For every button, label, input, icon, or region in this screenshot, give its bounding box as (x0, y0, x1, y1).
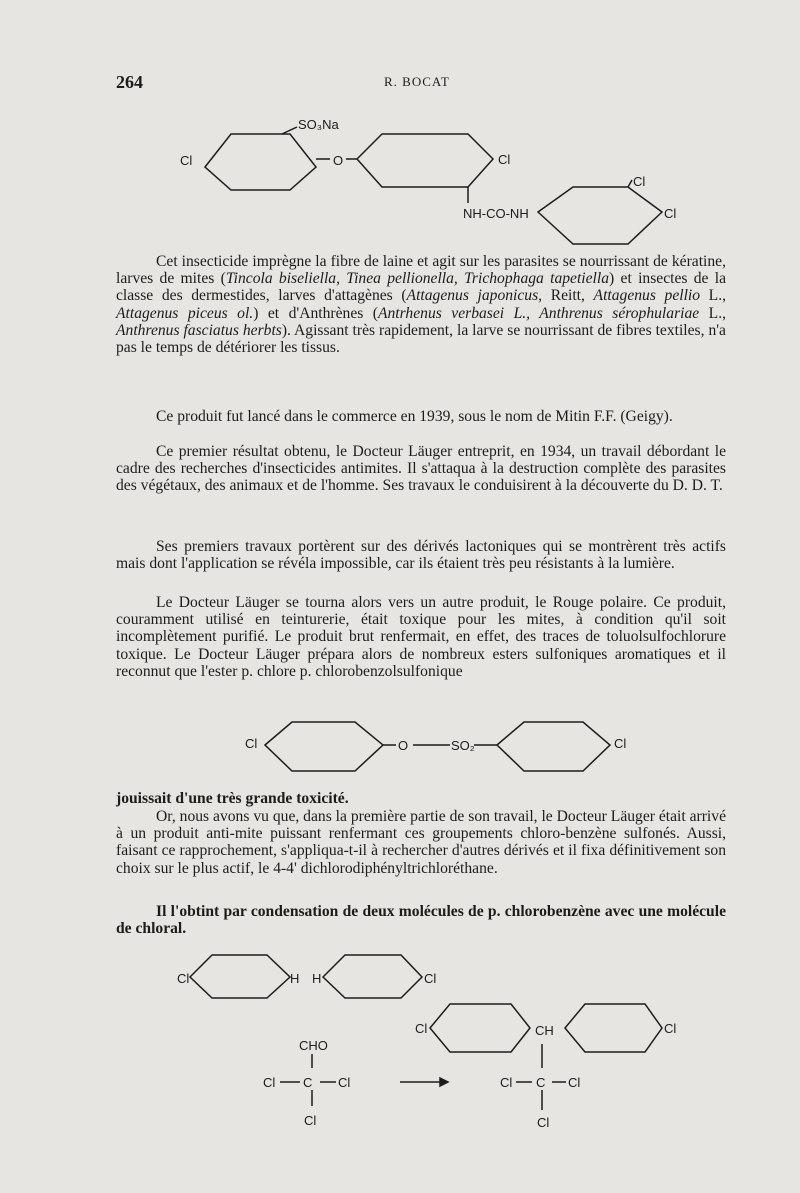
cl-label: Cl (498, 152, 511, 167)
so3na-label: SO₃Na (298, 117, 339, 132)
aldehyde-label: CHO (299, 1038, 328, 1053)
page-number: 264 (116, 72, 143, 92)
cl-label: Cl (304, 1113, 317, 1128)
benzene-ring (430, 1004, 530, 1052)
cl-label: Cl (245, 736, 258, 751)
running-head: R. BOCAT (384, 74, 450, 89)
oxygen-label: O (398, 738, 409, 753)
carbon-label: C (536, 1075, 546, 1090)
hydrogen-label: H (312, 971, 322, 986)
cl-label: Cl (263, 1075, 276, 1090)
paragraph-7: Il l'obtint par condensation de deux molécules de p. chlorobenzène avec une molécule de chloral. (116, 903, 726, 938)
cl-label: Cl (424, 971, 437, 986)
so2-label: SO₂ (451, 738, 475, 753)
benzene-ring (323, 955, 422, 998)
carbon-label: C (303, 1075, 313, 1090)
cl-label: Cl (415, 1021, 428, 1036)
cl-label: Cl (664, 206, 677, 221)
cl-label: Cl (180, 153, 193, 168)
arrow-head (440, 1078, 448, 1086)
benzene-ring (565, 1004, 662, 1052)
paragraph-6-lead: jouissait d'une très grande toxicité. (116, 790, 349, 807)
cl-label: Cl (177, 971, 190, 986)
cl-label: Cl (664, 1021, 677, 1036)
cl-label: Cl (633, 174, 646, 189)
cl-label: Cl (338, 1075, 351, 1090)
cl-label: Cl (568, 1075, 581, 1090)
paragraph-2: Ce produit fut lancé dans le commerce en 1939, sous le nom de Mitin F.F. (Geigy). (156, 408, 673, 425)
hydrogen-label: H (290, 971, 300, 986)
oxygen-label: O (333, 153, 344, 168)
cl-label: Cl (614, 736, 627, 751)
cl-label: Cl (537, 1115, 550, 1130)
paragraph-4: Ses premiers travaux portèrent sur des dérivés lactoniques qui se montrèrent très actifs mais dont l'application se révéla impossible, car ils étaient très peu résistants à la lumière. (116, 538, 726, 573)
methine-label: CH (535, 1023, 554, 1038)
paragraph-6: Or, nous avons vu que, dans la première partie de son travail, le Docteur Läuger était arrivé à un produit anti-mite puissant renfermant ces groupements chloro-benzène sulfonés. Aussi, faisant ce rapprochement, s'appliqua-t-il à rechercher d'autres dérivés et il fixa définitivement son choix sur le plus actif, le 4-4' dichlorodiphényltrichloréthane. (116, 808, 726, 877)
paragraph-1: Cet insecticide imprègne la fibre de laine et agit sur les parasites se nourrissant de kératine, larves de mites (Tincola biseliella, Tinea pellionella, Trichophaga tapetiella) et insectes de la classe des dermestides, larves d'attagènes (Attagenus japonicus, Reitt, Attagenus pellio L., Attagenus piceus ol.) et d'Anthrènes (Antrhenus verbasei L., Anthrenus sérophulariae L., Anthrenus fasciatus herbts). Agissant très rapidement, la larve se nourrissant de fibres textiles, n'a pas le temps de détériorer les tissus. (116, 253, 727, 357)
cl-label: Cl (500, 1075, 513, 1090)
paragraph-5: Le Docteur Läuger se tourna alors vers un autre produit, le Rouge polaire. Ce produit, couramment utilisé en teinturerie, était toxique pour les mites, à condition qu'il soit incomplètement purifié. Le produit brut renfermait, en effet, des traces de toluolsulfochlorure toxique. Le Docteur Läuger prépara alors de nombreux esters sulfoniques aromatiques et il reconnut que l'ester p. chlore p. chlorobenzolsulfonique (116, 594, 726, 680)
urea-linkage-label: NH-CO-NH (463, 206, 529, 221)
benzene-ring (190, 955, 290, 998)
paragraph-3: Ce premier résultat obtenu, le Docteur Läuger entreprit, en 1934, un travail débordant le cadre des recherches d'insecticides antimites. Il s'attaqua à la destruction complète des parasites des végétaux, des animaux et de l'homme. Ses travaux le conduisirent à la découverte du D. D. T. (116, 443, 726, 495)
